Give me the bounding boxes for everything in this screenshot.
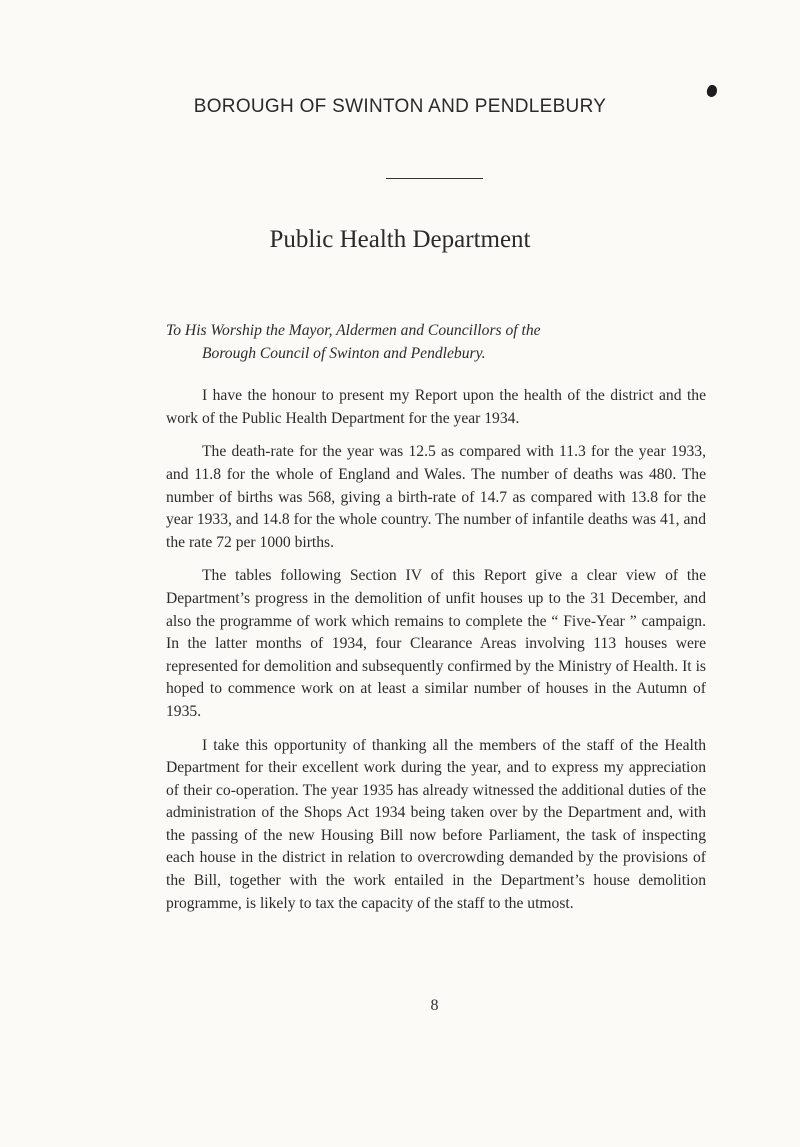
- paragraph-intro: I have the honour to present my Report upon the health of the district and the work of the Public Health Department for the year 1934.: [166, 387, 706, 427]
- paragraph-thanks: I take this opportunity of thanking all the members of the staff of the Health Department for their excellent work during the year, and to express my appreciation of their co-operation. The year 1935 has already witnessed the additional duties of the administration of the Shops Act 1934 being taken over by the Department and, with the passing of the new Housing Bill now before Parliament, the task of inspecting each house in the district in relation to overcrowding demanded by the provisions of the Bill, together with the work entailed in the Department’s house demolition programme, is likely to tax the capacity of the staff to the utmost.: [166, 736, 706, 912]
- paragraph-statistics: The death-rate for the year was 12.5 as compared with 11.3 for the year 1933, and 11.8 for the whole of England and Wales. The number of deaths was 480. The number of births was 568, giving a birth-rate of 14.7 as compared with 13.8 for the year 1933, and 14.8 for the whole country. The number of infantile deaths was 41, and the rate 72 per 1000 births.: [166, 443, 706, 551]
- paragraph-demolition: The tables following Section IV of this Report give a clear view of the Department’s progress in the demolition of unfit houses up to the 31 December, and also the programme of work which remains to complete the “ Five-Year ” campaign. In the latter months of 1934, four Clearance Areas involving 113 houses were represented for demolition and subsequently confirmed by the Ministry of Health. It is hoped to commence work on at least a similar number of houses in the Autumn of 1935.: [166, 567, 706, 720]
- page-number: 8: [430, 997, 439, 1014]
- address-salutation: [166, 320, 706, 365]
- report-body: [166, 320, 706, 926]
- page-title: Public Health Department: [269, 226, 531, 253]
- title-rule: [386, 178, 483, 179]
- address-line-1: To His Worship the Mayor, Aldermen and Councillors of the: [166, 322, 541, 339]
- address-line-2: Borough Council of Swinton and Pendlebury.: [202, 344, 486, 362]
- borough-header: BOROUGH OF SWINTON AND PENDLEBURY: [193, 96, 607, 117]
